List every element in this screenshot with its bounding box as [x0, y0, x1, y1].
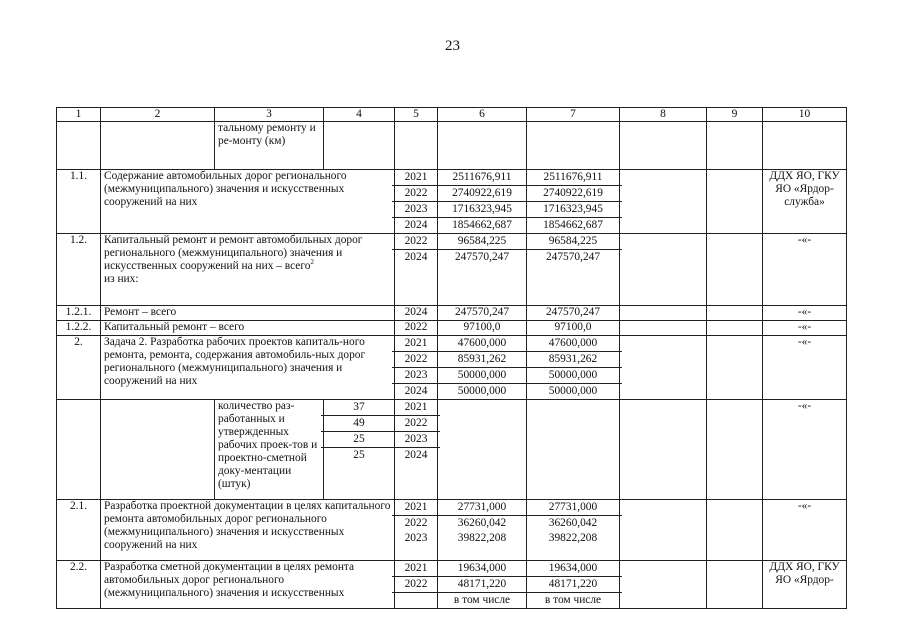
executor: -«-	[763, 321, 847, 336]
col-header: 5	[395, 108, 438, 122]
year: 2023	[392, 432, 440, 448]
amount: 85931,262	[524, 352, 622, 368]
table-row	[57, 170, 847, 234]
amount: 39822,208	[457, 532, 507, 544]
amount: 50000,000	[524, 368, 622, 384]
col-header: 8	[620, 108, 707, 122]
year: 2024	[404, 449, 428, 461]
header-row	[57, 108, 847, 122]
table-row	[57, 122, 847, 170]
year: 2021	[392, 500, 440, 516]
amount: 96584,225	[524, 234, 622, 250]
row-text: Капитальный ремонт – всего	[101, 321, 395, 336]
year: 2024	[395, 306, 438, 321]
executor: ДДХ ЯО, ГКУ ЯО «Ярдор-	[763, 561, 847, 609]
amount: 50000,000	[457, 385, 507, 397]
executor: ДДХ ЯО, ГКУ ЯО «Ярдор-служба»	[763, 170, 847, 234]
year: 2024	[404, 385, 428, 397]
year: 2021	[392, 170, 440, 186]
amount: 48171,220	[435, 577, 529, 593]
table-row	[57, 500, 847, 561]
amount: в том числе	[544, 594, 602, 606]
executor: -«-	[763, 400, 847, 500]
amount: 97100,0	[527, 321, 620, 336]
row-text: Ремонт – всего	[101, 306, 395, 321]
executor: -«-	[763, 336, 847, 400]
amount: 2511676,911	[435, 170, 529, 186]
indicator-value: 25	[353, 449, 365, 461]
indicator-value: 49	[321, 416, 397, 432]
row-number: 1.1.	[57, 170, 101, 234]
amount: 36260,042	[457, 517, 507, 529]
table-row	[57, 400, 847, 500]
row-text: Капитальный ремонт и ремонт автомобильных дорог регионального (межмуниципального) значения и искусственных сооружений на них – всего$^2$ из них:	[101, 234, 395, 306]
year: 2024	[404, 251, 428, 263]
year: 2022	[392, 416, 440, 432]
row-number: 2.2.	[57, 561, 101, 609]
row-number: 1.2.1.	[57, 306, 101, 321]
amount: 97100,0	[438, 321, 527, 336]
table-row	[57, 336, 847, 400]
row-text: Разработка проектной документации в целях капитального ремонта автомобильных дорог регионального (межмуниципального) значения и искусственных сооружений на них	[101, 500, 395, 561]
year: 2024	[404, 219, 428, 231]
col-header: 3	[215, 108, 324, 122]
table-row	[57, 306, 847, 321]
indicator-cell: количество раз-работанных и утвержденных рабочих проек-тов и проектно-сметной доку-ментации (штук)	[215, 400, 324, 500]
amount: 96584,225	[435, 234, 529, 250]
amount: 19634,000	[435, 561, 529, 577]
col-header: 4	[324, 108, 395, 122]
col-header: 6	[438, 108, 527, 122]
year: 2022	[392, 352, 440, 368]
year: 2022	[404, 517, 428, 529]
amount: 1854662,687	[452, 219, 512, 231]
year: 2022	[395, 321, 438, 336]
amount: 2740922,619	[524, 186, 622, 202]
indicator-value: 37	[321, 400, 397, 416]
amount: 85931,262	[435, 352, 529, 368]
amount: 48171,220	[524, 577, 622, 593]
amount: в том числе	[453, 594, 511, 606]
amount: 27731,000	[524, 500, 622, 516]
year: 2022	[392, 577, 440, 593]
year: 2022	[392, 234, 440, 250]
amount: 47600,000	[524, 336, 622, 352]
amount: 47600,000	[435, 336, 529, 352]
row-number: 2.	[57, 336, 101, 400]
program-table	[56, 107, 847, 609]
amount: 247570,247	[545, 251, 601, 263]
row-text: Задача 2. Разработка рабочих проектов капиталь-ного ремонта, ремонта, содержания автомобиль-ных дорог регионального (межмуниципального) значения и сооружений на них	[101, 336, 395, 400]
row-text: Содержание автомобильных дорог регионального (межмуниципального) значения и искусственных сооружений на них	[101, 170, 395, 234]
row-number: 2.1.	[57, 500, 101, 561]
year: 2022	[392, 186, 440, 202]
amount: 39822,208	[548, 532, 598, 544]
amount: 19634,000	[524, 561, 622, 577]
table-row	[57, 561, 847, 609]
amount: 50000,000	[435, 368, 529, 384]
table-row	[57, 234, 847, 306]
col-header: 10	[763, 108, 847, 122]
year: 2021	[392, 400, 440, 416]
year: 2021	[392, 336, 440, 352]
executor: -«-	[763, 234, 847, 306]
year: 2021	[392, 561, 440, 577]
indicator-value: 25	[321, 432, 397, 448]
col-header: 9	[707, 108, 763, 122]
amount: 2511676,911	[524, 170, 622, 186]
page-number: 23	[445, 38, 460, 54]
row-number: 1.2.2.	[57, 321, 101, 336]
amount: 27731,000	[435, 500, 529, 516]
col-header: 7	[527, 108, 620, 122]
col-header: 1	[57, 108, 101, 122]
row-number: 1.2.	[57, 234, 101, 306]
executor: -«-	[763, 500, 847, 561]
col-header: 2	[101, 108, 215, 122]
amount: 36260,042	[548, 517, 598, 529]
amount: 247570,247	[527, 306, 620, 321]
year: 2023	[392, 202, 440, 218]
amount: 1716323,945	[524, 202, 622, 218]
row-text: Разработка сметной документации в целях ремонта автомобильных дорог регионального (межмуниципального) значения и искусственных	[101, 561, 395, 609]
year: 2023	[404, 532, 428, 544]
year: 2023	[392, 368, 440, 384]
amount: 50000,000	[548, 385, 598, 397]
amount: 2740922,619	[435, 186, 529, 202]
amount: 1854662,687	[543, 219, 603, 231]
amount: 247570,247	[454, 251, 510, 263]
amount: 1716323,945	[435, 202, 529, 218]
executor: -«-	[763, 306, 847, 321]
amount: 247570,247	[438, 306, 527, 321]
table-row	[57, 321, 847, 336]
indicator-cell: тальному ремонту и ре-монту (км)	[215, 122, 324, 170]
